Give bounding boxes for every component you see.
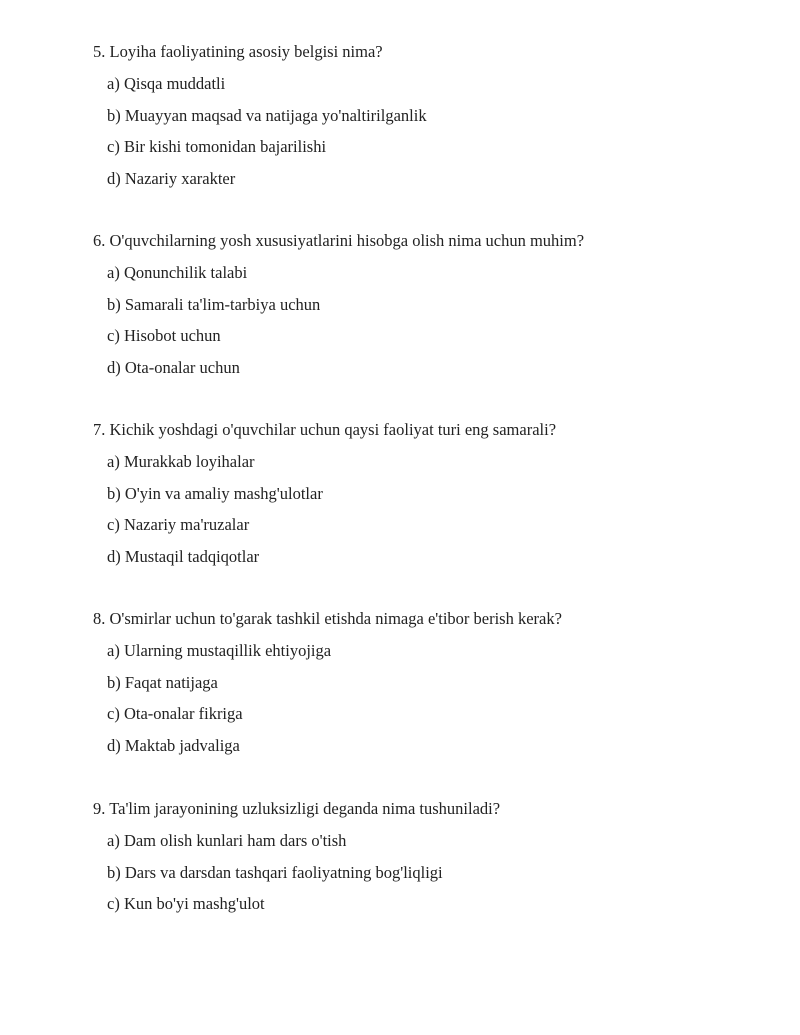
question-text: 6. O'quvchilarning yosh xususiyatlarini hisobga olish nima uchun muhim? — [93, 231, 585, 250]
answer-option-d: d) Nazariy xarakter — [107, 168, 236, 188]
answer-options — [93, 263, 773, 378]
answer-option-c: c) Hisobot uchun — [107, 326, 221, 345]
question-9 — [93, 799, 773, 914]
answer-options — [93, 452, 773, 567]
answer-option-b: b) Dars va darsdan tashqari faoliyatning bog'liqligi — [107, 862, 443, 882]
answer-option-b: b) Samarali ta'lim-tarbiya uchun — [107, 294, 321, 314]
answer-option-a: a) Ularning mustaqillik ehtiyojiga — [107, 641, 332, 660]
answer-options — [93, 74, 773, 189]
question-text: 8. O'smirlar uchun to'garak tashkil etishda nimaga e'tibor berish kerak? — [93, 609, 562, 628]
answer-option-d: d) Ota-onalar uchun — [107, 357, 240, 377]
answer-option-c: c) Kun bo'yi mashg'ulot — [107, 894, 265, 913]
answer-option-b: b) Faqat natijaga — [107, 672, 218, 692]
question-5 — [93, 42, 773, 189]
question-text: 5. Loyiha faoliyatining asosiy belgisi nima? — [93, 42, 383, 61]
answer-option-b: b) O'yin va amaliy mashg'ulotlar — [107, 483, 323, 503]
question-text: 9. Ta'lim jarayonining uzluksizligi deganda nima tushuniladi? — [93, 799, 501, 818]
answer-option-a: a) Dam olish kunlari ham dars o'tish — [107, 831, 347, 850]
answer-option-c: c) Ota-onalar fikriga — [107, 704, 243, 723]
answer-option-d: d) Mustaqil tadqiqotlar — [107, 546, 260, 566]
answer-option-a: a) Murakkab loyihalar — [107, 452, 255, 471]
question-7 — [93, 420, 773, 567]
answer-option-c: c) Bir kishi tomonidan bajarilishi — [107, 137, 327, 156]
question-text: 7. Kichik yoshdagi o'quvchilar uchun qaysi faoliyat turi eng samarali? — [93, 420, 557, 439]
answer-options — [93, 831, 773, 914]
answer-option-a: a) Qisqa muddatli — [107, 74, 226, 93]
answer-option-b: b) Muayyan maqsad va natijaga yo'naltirilganlik — [107, 105, 427, 125]
answer-options — [93, 641, 773, 756]
answer-option-d: d) Maktab jadvaliga — [107, 735, 240, 755]
answer-option-c: c) Nazariy ma'ruzalar — [107, 515, 250, 534]
question-8 — [93, 609, 773, 756]
question-6 — [93, 231, 773, 378]
answer-option-a: a) Qonunchilik talabi — [107, 263, 248, 282]
